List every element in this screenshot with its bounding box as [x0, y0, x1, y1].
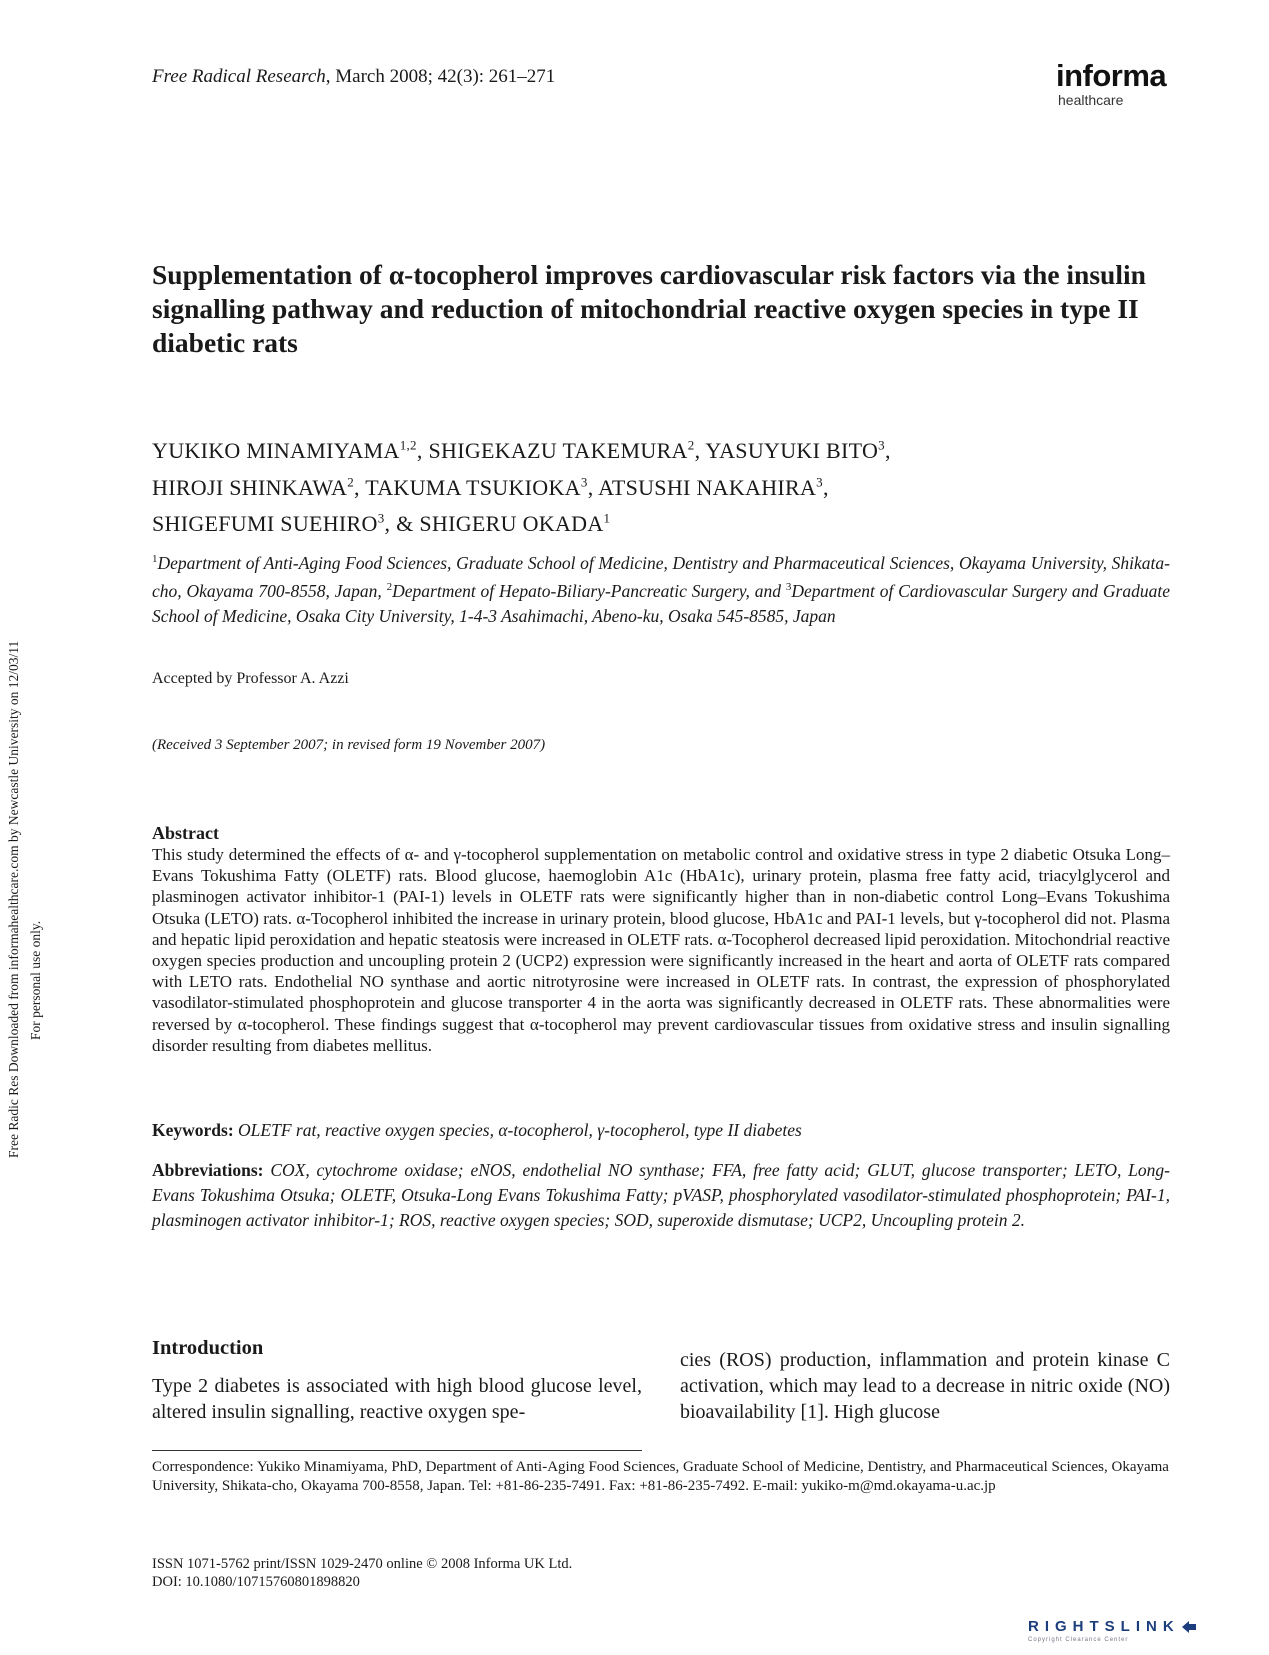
publication-info	[152, 1555, 572, 1591]
author-list	[152, 430, 1192, 539]
author: ATSUSHI NAKAHIRA$^3$,	[598, 474, 829, 500]
rightslink-arrow-icon	[1180, 1620, 1198, 1634]
intro-column-right: cies (ROS) production, inflammation and protein kinase C activation, which may lead to a decrease in nitric oxide (NO) bioavailability [1]. High glucose	[680, 1349, 1170, 1423]
abbreviations-list: COX, cytochrome oxidase; eNOS, endothelial NO synthase; FFA, free fatty acid; GLUT, glucose transporter; LETO, Long-Evans Tokushima Otsuka; OLETF, Otsuka-Long Evans Tokushima Fatty; pVASP, phosphorylated vasodilator-stimulated phosphoprotein; PAI-1, plasminogen activator inhibitor-1; ROS, reactive oxygen species; SOD, superoxide dismutase; UCP2, Uncoupling protein 2.	[152, 1160, 1170, 1230]
author: TAKUMA TSUKIOKA$^3$,	[365, 474, 599, 500]
download-watermark	[4, 520, 50, 1160]
abstract-text: This study determined the effects of α- and γ-tocopherol supplementation on metabolic control and oxidative stress in type 2 diabetic Otsuka Long–Evans Tokushima Fatty (OLETF) rats. Blood glucose, haemoglobin A1c (HbA1c), urinary protein, plasma free fatty acid, triacylglycerol and plasminogen activator inhibitor-1 (PAI-1) levels in OLETF rats were significantly higher than in non-diabetic control Long–Evans Tokushima Otsuka (LETO) rats. α-Tocopherol inhibited the increase in urinary protein, blood glucose, HbA1c and PAI-1 levels, but γ-tocopherol did not. Plasma and hepatic lipid peroxidation and hepatic steatosis were increased in OLETF rats. α-Tocopherol decreased lipid peroxidation. Mitochondrial reactive oxygen species production and uncoupling protein 2 (UCP2) expression were significantly increased in the heart and aorta of OLETF rats compared with LETO rats. Endothelial NO synthase and aortic nitrotyrosine were increased in OLETF rats. In contrast, the expression of phosphorylated vasodilator-stimulated phosphoprotein and glucose transporter 4 in the aorta was significantly decreased in OLETF rats. These abnormalities were reversed by α-tocopherol. These findings suggest that α-tocopherol may prevent cardiovascular tissues from oxidative stress and insulin signalling disorder resulting from diabetes mellitus.	[152, 845, 1170, 1055]
logo-sub: healthcare	[1058, 92, 1124, 108]
author: HIROJI SHINKAWA$^2$,	[152, 474, 366, 500]
keywords-list: OLETF rat, reactive oxygen species, α-tocopherol, γ-tocopherol, type II diabetes	[238, 1120, 802, 1140]
keywords-label: Keywords:	[152, 1120, 234, 1140]
rightslink-text: RIGHTSLINK	[1028, 1618, 1180, 1635]
intro-column-left: Type 2 diabetes is associated with high blood glucose level, altered insulin signalling, reactive oxygen spe-	[152, 1375, 642, 1423]
affiliation-3: Department of Cardiovascular Surgery and Graduate School of Medicine, Osaka City University, 1-4-3 Asahimachi, Abeno-ku, Osaka 545-8585, Japan	[152, 581, 1170, 626]
introduction-heading: Introduction	[152, 1337, 264, 1359]
author: YUKIKO MINAMIYAMA$^{1,2}$,	[152, 438, 429, 464]
received-dates: (Received 3 September 2007; in revised form 19 November 2007)	[152, 737, 546, 753]
rightslink-badge[interactable]	[1028, 1618, 1238, 1648]
abstract-heading: Abstract	[152, 823, 219, 843]
journal-name: Free Radical Research	[152, 66, 326, 87]
doi-line: DOI: 10.1080/10715760801898820	[152, 1574, 360, 1590]
download-notice: Free Radic Res Downloaded from informahealthcare.com by Newcastle University on 12/03/11	[6, 640, 21, 1158]
journal-citation	[152, 66, 555, 88]
journal-details: , March 2008; 42(3): 261–271	[325, 66, 556, 87]
article-title: Supplementation of α-tocopherol improves cardiovascular risk factors via the insulin signalling pathway and reduction of mitochondrial reactive oxygen species in type II diabetic rats	[152, 259, 1146, 358]
informa-logo	[1056, 60, 1176, 108]
author: SHIGERU OKADA$^1$	[419, 510, 611, 536]
affiliation-1: Department of Anti-Aging Food Sciences, Graduate School of Medicine, Dentistry and Pharmaceutical Sciences, Okayama University, Shikata-cho, Okayama 700-8558, Japan,	[152, 552, 1170, 602]
correspondence-note: Correspondence: Yukiko Minamiyama, PhD, Department of Anti-Aging Food Sciences, Graduate School of Medicine, Dentistry, and Pharmaceutical Sciences, Okayama University, Shikata-cho, Okayama 700-8558, Japan. Tel: +81-86-235-7491. Fax: +81-86-235-7492. E-mail: yukiko-m@md.okayama-u.ac.jp	[152, 1459, 1169, 1494]
affiliation-2: Department of Hepato-Biliary-Pancreatic Surgery, and	[392, 581, 786, 602]
author: SHIGEFUMI SUEHIRO$^3$, &	[152, 510, 420, 536]
personal-use-notice: For personal use only.	[28, 920, 43, 1040]
abbreviations	[152, 1158, 1170, 1233]
author: SHIGEKAZU TAKEMURA$^2$,	[428, 438, 706, 464]
logo-word: informa	[1056, 58, 1167, 93]
rightslink-sub: Copyright Clearance Center	[1028, 1637, 1129, 1643]
author: YASUYUKI BITO$^3$,	[705, 438, 891, 464]
footnote-divider	[152, 1450, 642, 1451]
issn-line: ISSN 1071-5762 print/ISSN 1029-2470 online © 2008 Informa UK Ltd.	[152, 1556, 573, 1572]
keywords	[152, 1118, 1170, 1142]
affiliations: $^1$Department of Anti-Aging Food Sciences, Graduate School of Medicine, Dentistry and Pharmaceutical Sciences, Okayama University, Shikata-cho, Okayama 700-8558, Japan, $^2$Department of Hepato-Biliary-Pancreatic Surgery, and $^3$Department of Cardiovascular Surgery and Graduate School of Medicine, Osaka City University, 1-4-3 Asahimachi, Abeno-ku, Osaka 545-8585, Japan	[152, 552, 1170, 626]
accepted-by: Accepted by Professor A. Azzi	[152, 670, 349, 687]
abbreviations-label: Abbreviations:	[152, 1160, 264, 1180]
